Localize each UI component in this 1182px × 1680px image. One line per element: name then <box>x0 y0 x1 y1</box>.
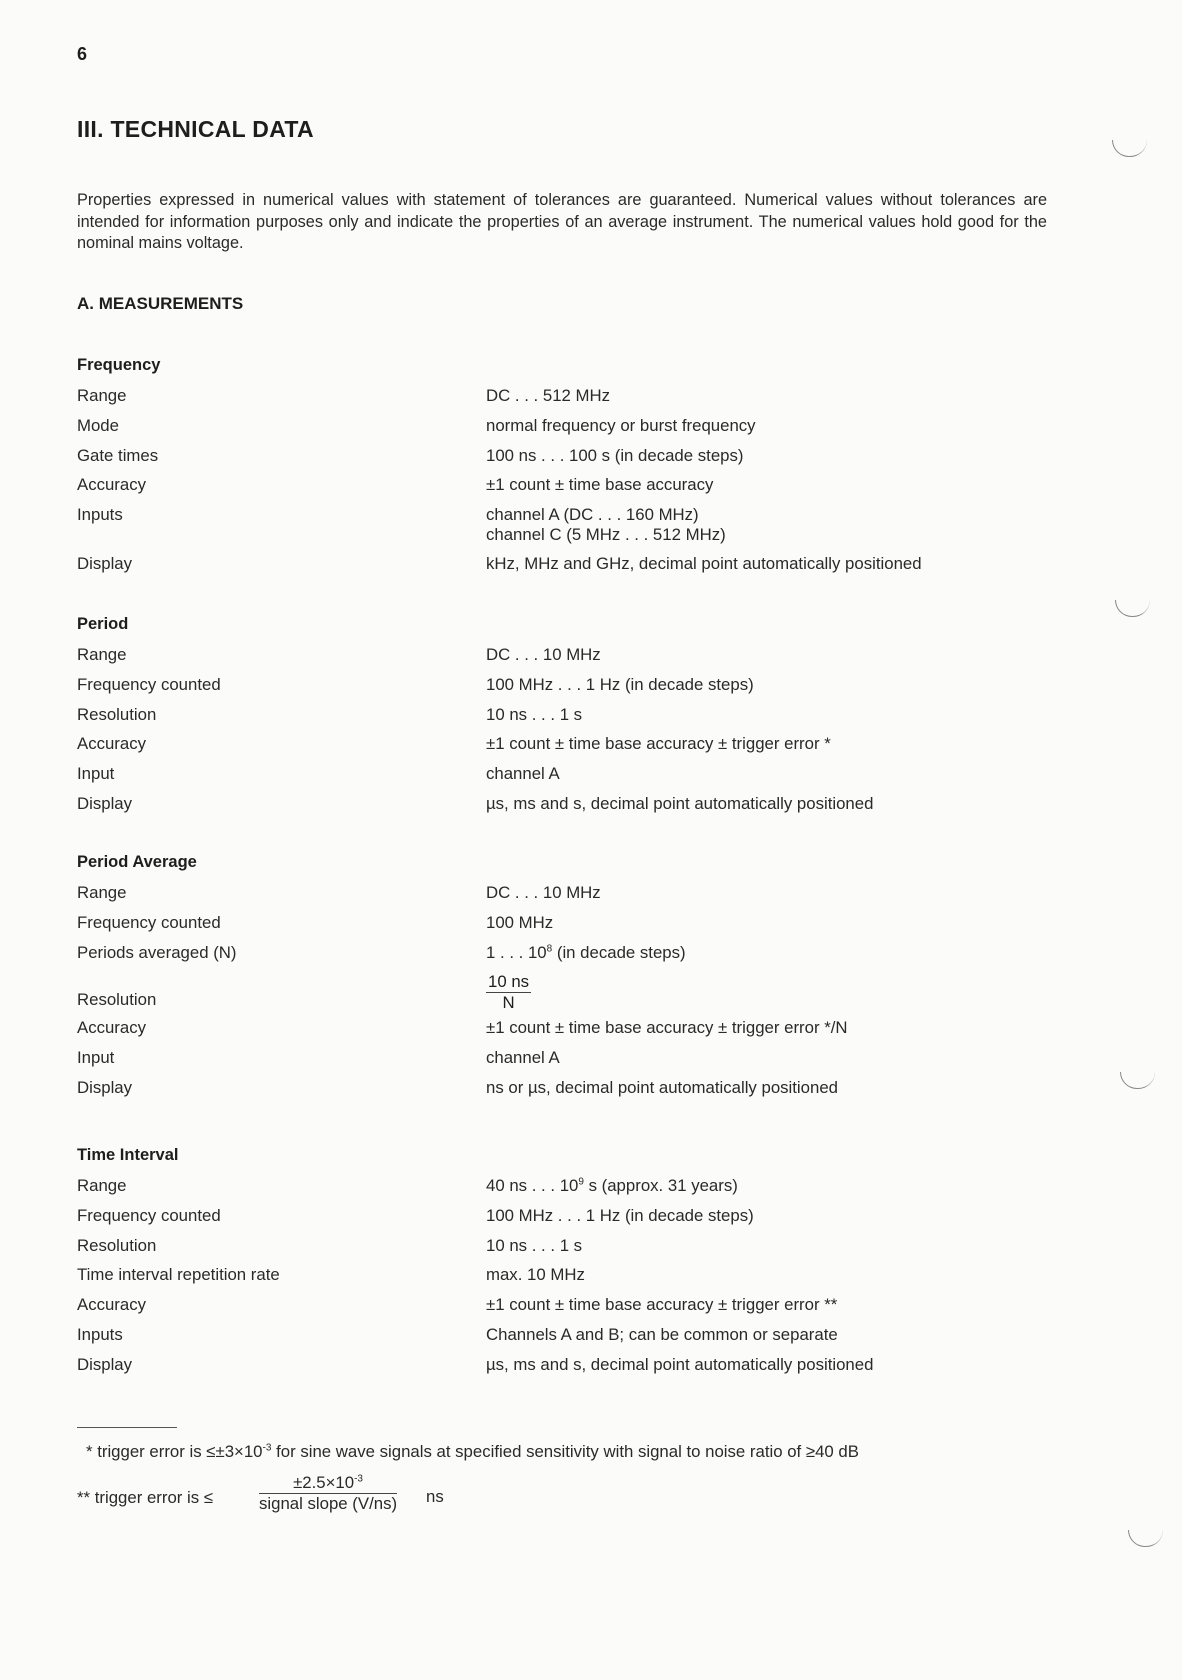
resolution-fraction <box>486 972 531 1013</box>
spec-label: Resolution <box>77 704 157 724</box>
spec-label: Display <box>77 1354 133 1374</box>
group-title: Period <box>77 615 129 633</box>
spec-label: Frequency counted <box>77 1205 221 1225</box>
spec-value: ±1 count ± time base accuracy <box>486 475 714 495</box>
spec-label: Gate times <box>77 445 159 465</box>
fraction-denominator: signal slope (V/ns) <box>259 1494 398 1513</box>
period-average-group <box>77 853 1077 1108</box>
spec-label: Mode <box>77 415 119 435</box>
spec-value: µs, ms and s, decimal point automatically positioned <box>486 1354 874 1374</box>
spec-value <box>486 1176 738 1196</box>
spec-value: ±1 count ± time base accuracy ± trigger error ** <box>486 1295 838 1315</box>
footnote-1 <box>86 1442 859 1462</box>
spec-label: Range <box>77 645 127 664</box>
spec-label: Frequency counted <box>77 912 221 932</box>
time-interval-group <box>77 1146 1077 1385</box>
page-number: 6 <box>77 44 88 64</box>
spec-row <box>77 1355 1077 1385</box>
spec-value: channel A <box>486 1048 560 1068</box>
spec-label: Display <box>77 1077 133 1097</box>
spec-label: Inputs <box>77 505 123 525</box>
spec-value-text: s (approx. 31 years) <box>583 1176 738 1195</box>
spec-label: Resolution <box>77 1235 157 1255</box>
spec-value-text: 40 ns . . . 10 <box>486 1176 579 1195</box>
spec-row <box>77 1236 1077 1266</box>
fraction-numerator: 10 ns <box>488 972 530 992</box>
footnote-divider <box>77 1427 177 1428</box>
spec-value: ±1 count ± time base accuracy ± trigger error */N <box>486 1018 848 1038</box>
spec-label: Accuracy <box>77 475 147 495</box>
spec-value: 10 ns . . . 1 s <box>486 1235 583 1255</box>
spec-value <box>486 505 726 545</box>
binding-mark <box>1128 1530 1163 1547</box>
footnote-unit: ns <box>426 1487 444 1506</box>
group-title: Frequency <box>77 356 161 374</box>
period-group <box>77 615 1077 824</box>
exponent: -3 <box>354 1473 363 1485</box>
spec-label: Input <box>77 764 115 784</box>
spec-row <box>77 1265 1077 1295</box>
spec-value: DC . . . 512 MHz <box>486 386 611 405</box>
spec-row <box>77 645 1077 675</box>
spec-value: DC . . . 10 MHz <box>486 645 601 664</box>
spec-label: Input <box>77 1048 115 1068</box>
spec-row <box>77 675 1077 705</box>
spec-row <box>77 764 1077 794</box>
spec-row <box>77 913 1077 943</box>
spec-label: Range <box>77 883 127 902</box>
spec-value-line: channel A (DC . . . 160 MHz) <box>486 505 699 525</box>
spec-row <box>77 794 1077 824</box>
spec-label: Periods averaged (N) <box>77 942 237 962</box>
spec-value: 100 MHz . . . 1 Hz (in decade steps) <box>486 674 754 694</box>
spec-value-text: (in decade steps) <box>552 942 686 962</box>
spec-label: Frequency counted <box>77 674 221 694</box>
binding-mark <box>1120 1072 1155 1089</box>
footnote-fraction <box>259 1473 397 1514</box>
spec-label: Range <box>77 386 127 405</box>
group-title: Period Average <box>77 853 197 871</box>
exponent: -3 <box>262 1442 272 1454</box>
spec-value: 100 MHz . . . 1 Hz (in decade steps) <box>486 1205 754 1225</box>
spec-row <box>77 475 1077 505</box>
fraction-numerator <box>259 1473 397 1494</box>
spec-value: µs, ms and s, decimal point automatically positioned <box>486 793 874 813</box>
spec-row <box>77 416 1077 446</box>
spec-value-line: channel C (5 MHz . . . 512 MHz) <box>486 525 726 545</box>
exponent: 9 <box>578 1176 584 1188</box>
spec-value: ns or µs, decimal point automatically positioned <box>486 1077 838 1097</box>
page-heading: III. TECHNICAL DATA <box>77 116 314 142</box>
spec-value <box>486 943 686 963</box>
footnote-2 <box>77 1473 577 1523</box>
spec-label: Accuracy <box>77 734 147 754</box>
spec-label: Display <box>77 554 133 574</box>
spec-value: Channels A and B; can be common or separate <box>486 1324 838 1344</box>
numerator-text: ±2.5×10 <box>293 1473 355 1492</box>
binding-mark <box>1112 140 1147 157</box>
section-title: A. MEASUREMENTS <box>77 294 244 313</box>
spec-row <box>77 386 1077 416</box>
spec-value: channel A <box>486 764 560 784</box>
spec-value: kHz, MHz and GHz, decimal point automatically positioned <box>486 554 922 574</box>
spec-label: Resolution <box>77 990 157 1010</box>
spec-row <box>77 1295 1077 1325</box>
spec-value: max. 10 MHz <box>486 1265 585 1285</box>
binding-mark <box>1115 600 1150 617</box>
spec-row <box>77 505 1077 554</box>
spec-value: 100 ns . . . 100 s (in decade steps) <box>486 445 744 465</box>
spec-row <box>77 1325 1077 1355</box>
fraction-denominator: N <box>502 993 515 1013</box>
spec-row <box>77 1206 1077 1236</box>
spec-row <box>77 1018 1077 1048</box>
spec-value: 10 ns . . . 1 s <box>486 704 583 724</box>
spec-label: Accuracy <box>77 1295 147 1315</box>
spec-value: 100 MHz <box>486 912 554 932</box>
group-title: Time Interval <box>77 1146 179 1164</box>
spec-value-text: 1 . . . 10 <box>486 942 547 962</box>
spec-row <box>77 972 1077 1018</box>
frequency-group <box>77 356 1077 584</box>
spec-row <box>77 1078 1077 1108</box>
spec-row <box>77 1048 1077 1078</box>
spec-label: Range <box>77 1176 127 1195</box>
spec-row <box>77 446 1077 476</box>
spec-row <box>77 1176 1077 1206</box>
spec-value: ±1 count ± time base accuracy ± trigger error * <box>486 734 831 754</box>
footnote-text: for sine wave signals at specified sensitivity with signal to noise ratio of ≥40 dB <box>271 1442 859 1461</box>
spec-value: DC . . . 10 MHz <box>486 883 601 902</box>
exponent: 8 <box>546 943 553 954</box>
spec-row <box>77 943 1077 973</box>
footnote-text: * trigger error is ≤±3×10 <box>86 1442 263 1461</box>
spec-row <box>77 554 1077 584</box>
spec-label: Accuracy <box>77 1018 147 1038</box>
footnote-text: ** trigger error is ≤ <box>77 1488 214 1507</box>
spec-row <box>77 883 1077 913</box>
spec-row <box>77 705 1077 735</box>
spec-label: Time interval repetition rate <box>77 1265 280 1285</box>
intro-paragraph: Properties expressed in numerical values with statement of tolerances are guaranteed. Numerical values without tolerances are intended for information purposes only and indicate the properties of an average instrument. The numerical values hold good for the nominal mains voltage. <box>77 191 1047 252</box>
spec-label: Display <box>77 793 133 813</box>
spec-value: normal frequency or burst frequency <box>486 415 756 435</box>
spec-label: Inputs <box>77 1324 123 1344</box>
spec-row <box>77 734 1077 764</box>
